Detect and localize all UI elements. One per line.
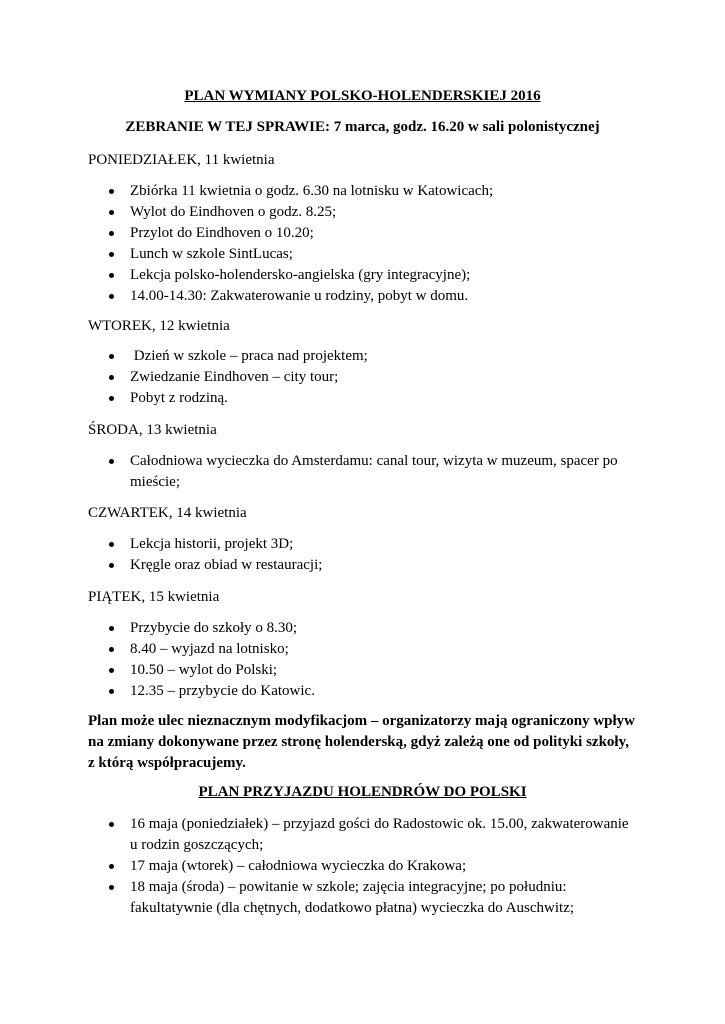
monday-list [88, 181, 637, 307]
list-item: Przylot do Eindhoven o 10.20; [88, 223, 637, 244]
bullet-icon [109, 542, 114, 547]
bullet-icon [109, 626, 114, 631]
bullet-icon [109, 189, 114, 194]
list-item: Zwiedzanie Eindhoven – city tour; [88, 367, 637, 388]
list-item: Całodniowa wycieczka do Amsterdamu: canal tour, wizyta w muzeum, spacer po mieście; [88, 451, 637, 493]
document-title: PLAN WYMIANY POLSKO-HOLENDERSKIEJ 2016 [184, 88, 541, 104]
list-item: 18 maja (środa) – powitanie w szkole; zajęcia integracyjne; po południu: fakultatywnie (dla chętnych, dodatkowo płatna) wycieczka do Auschwitz; [88, 877, 637, 919]
bullet-icon [109, 375, 114, 380]
thursday-list [88, 534, 637, 576]
bullet-icon [109, 563, 114, 568]
day-heading-wednesday: ŚRODA, 13 kwietnia [88, 422, 217, 438]
meeting-info: ZEBRANIE W TEJ SPRAWIE: 7 marca, godz. 16.20 w sali polonistycznej [125, 119, 600, 135]
day-heading-tuesday: WTOREK, 12 kwietnia [88, 318, 230, 334]
list-item: Pobyt z rodziną. [88, 388, 637, 409]
friday-list [88, 618, 637, 702]
bullet-icon [109, 864, 114, 869]
plan-notice: Plan może ulec nieznacznym modyfikacjom – organizatorzy mają ograniczony wpływ na zmiany dokonywane przez stronę holenderską, gdyż zależą one od polityki szkoły, z którą współpracujemy. [88, 713, 635, 771]
bullet-icon [109, 689, 114, 694]
bullet-icon [109, 459, 114, 464]
list-item: 17 maja (wtorek) – całodniowa wycieczka do Krakowa; [88, 856, 637, 877]
bullet-icon [109, 231, 114, 236]
list-item: 8.40 – wyjazd na lotnisko; [88, 639, 637, 660]
second-plan-list [88, 814, 637, 919]
day-heading-monday: PONIEDZIAŁEK, 11 kwietnia [88, 152, 275, 168]
bullet-icon [109, 354, 114, 359]
bullet-icon [109, 396, 114, 401]
list-item: 14.00-14.30: Zakwaterowanie u rodziny, pobyt w domu. [88, 286, 637, 307]
bullet-icon [109, 210, 114, 215]
list-item: Wylot do Eindhoven o godz. 8.25; [88, 202, 637, 223]
list-item: Dzień w szkole – praca nad projektem; [88, 346, 637, 367]
bullet-icon [109, 273, 114, 278]
tuesday-list [88, 346, 637, 409]
bullet-icon [109, 252, 114, 257]
list-item: Przybycie do szkoły o 8.30; [88, 618, 637, 639]
list-item: 12.35 – przybycie do Katowic. [88, 681, 637, 702]
bullet-icon [109, 294, 114, 299]
day-heading-thursday: CZWARTEK, 14 kwietnia [88, 505, 247, 521]
list-item: 16 maja (poniedziałek) – przyjazd gości do Radostowic ok. 15.00, zakwaterowanie u rodzin goszczących; [88, 814, 637, 856]
bullet-icon [109, 668, 114, 673]
day-heading-friday: PIĄTEK, 15 kwietnia [88, 589, 220, 605]
list-item: Lunch w szkole SintLucas; [88, 244, 637, 265]
list-item: Kręgle oraz obiad w restauracji; [88, 555, 637, 576]
bullet-icon [109, 647, 114, 652]
list-item: Lekcja historii, projekt 3D; [88, 534, 637, 555]
second-plan-title: PLAN PRZYJAZDU HOLENDRÓW DO POLSKI [198, 784, 527, 800]
list-item: 10.50 – wylot do Polski; [88, 660, 637, 681]
list-item: Lekcja polsko-holendersko-angielska (gry integracyjne); [88, 265, 637, 286]
bullet-icon [109, 885, 114, 890]
list-item: Zbiórka 11 kwietnia o godz. 6.30 na lotnisku w Katowicach; [88, 181, 637, 202]
bullet-icon [109, 822, 114, 827]
wednesday-list [88, 451, 637, 493]
